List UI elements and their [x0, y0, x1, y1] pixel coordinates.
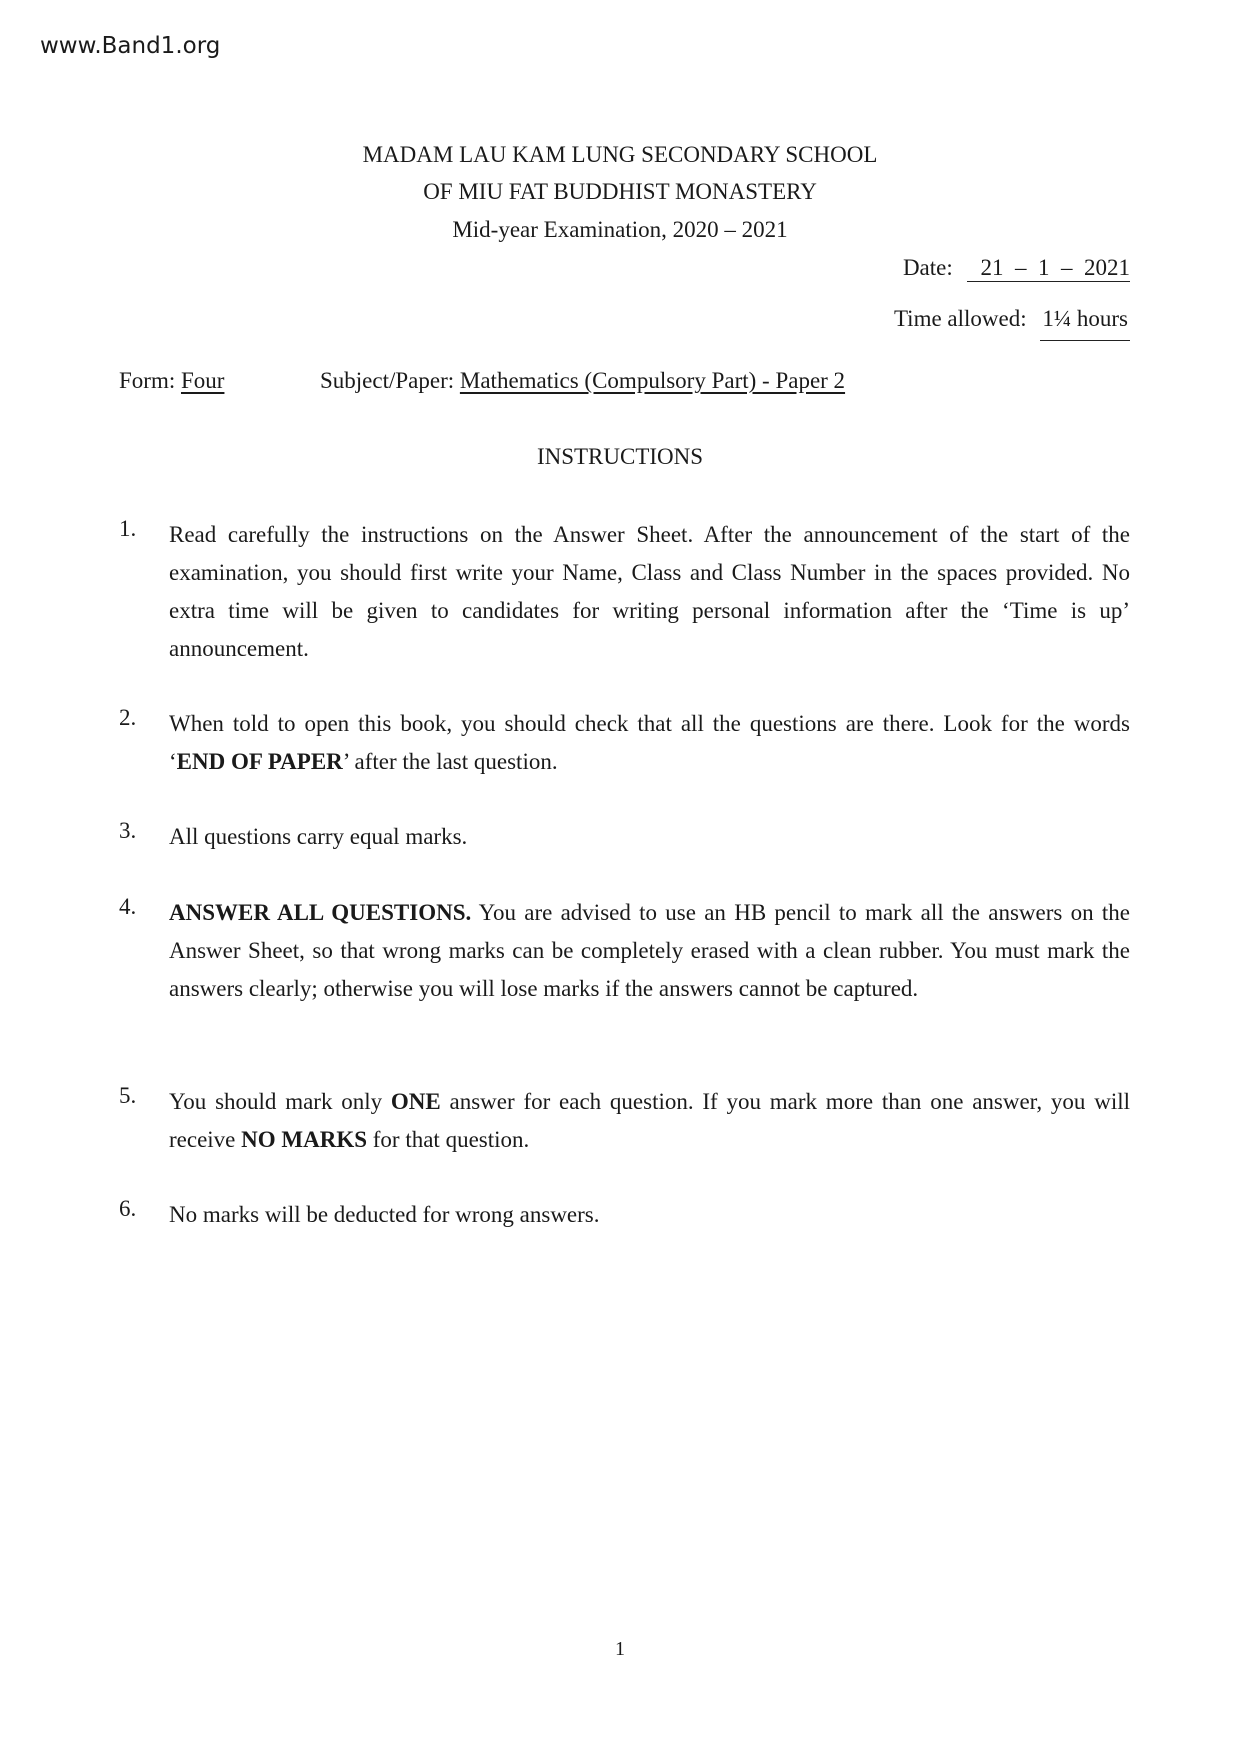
- instruction-text-part: ’ after the last question.: [342, 749, 558, 774]
- instruction-item: [119, 894, 1130, 1008]
- instruction-text: [169, 894, 1130, 1008]
- page-number: 1: [615, 1638, 625, 1660]
- form-value: Four: [180, 368, 225, 393]
- time-value: 1¼ hours: [1040, 306, 1130, 341]
- watermark-url: www.Band1.org: [40, 33, 221, 59]
- instruction-text: [169, 1083, 1130, 1159]
- instruction-number: 5.: [119, 1083, 137, 1108]
- instruction-item: [119, 516, 1130, 668]
- instruction-item: [119, 1196, 1130, 1234]
- school-name-line2: OF MIU FAT BUDDHIST MONASTERY: [423, 179, 817, 204]
- instruction-emphasis: END OF PAPER: [176, 749, 343, 774]
- instruction-text-part: answer for each question. If you mark more than one answer, you will receive: [169, 1089, 1130, 1152]
- subject-field: [320, 368, 845, 394]
- instruction-text-part: All questions carry equal marks.: [169, 824, 468, 849]
- instruction-emphasis: ANSWER ALL QUESTIONS.: [169, 900, 472, 925]
- school-name-line1: MADAM LAU KAM LUNG SECONDARY SCHOOL: [362, 142, 878, 167]
- instruction-number: 3.: [119, 818, 137, 843]
- instructions-heading: INSTRUCTIONS: [536, 444, 704, 469]
- instruction-text-part: When told to open this book, you should check that all the questions are there. Look for the words ‘: [169, 711, 1130, 774]
- form-label: Form:: [119, 368, 176, 393]
- instruction-number: 4.: [119, 894, 137, 919]
- instruction-text-part: No marks will be deducted for wrong answers.: [169, 1202, 600, 1227]
- subject-value: Mathematics (Compulsory Part) - Paper 2: [459, 368, 846, 393]
- instruction-item: [119, 1083, 1130, 1159]
- date-label: Date:: [902, 255, 953, 280]
- instruction-item: [119, 818, 1130, 856]
- instruction-emphasis: NO MARKS: [241, 1127, 368, 1152]
- instruction-text-part: Read carefully the instructions on the Answer Sheet. After the announcement of the start of the examination, you should first write your Name, Class and Class Number in the spaces provided. No extra time will be given to candidates for writing personal information after the ‘Time is up’ announcement.: [169, 522, 1130, 661]
- exam-title: Mid-year Examination, 2020 – 2021: [452, 217, 788, 242]
- instruction-text: [169, 705, 1130, 781]
- time-label: Time allowed:: [893, 306, 1027, 331]
- instruction-item: [119, 705, 1130, 781]
- instruction-emphasis: ONE: [390, 1089, 441, 1114]
- form-field: [119, 368, 224, 394]
- date-value: 21 – 1 – 2021: [967, 255, 1131, 282]
- time-row: [894, 306, 1130, 341]
- instruction-number: 1.: [119, 516, 137, 541]
- instruction-number: 6.: [119, 1196, 137, 1221]
- instruction-text-part: You should mark only: [169, 1089, 391, 1114]
- instruction-number: 2.: [119, 705, 137, 730]
- instruction-text-part: for that question.: [367, 1127, 530, 1152]
- subject-label: Subject/Paper:: [320, 368, 455, 393]
- instruction-text-part: You are advised to use an HB pencil to mark all the answers on the Answer Sheet, so that wrong marks can be completely erased with a clean rubber. You must mark the answers clearly; otherwise you will lose marks if the answers cannot be captured.: [169, 900, 1130, 1001]
- instruction-text: [169, 516, 1130, 668]
- instruction-text: [169, 818, 1130, 856]
- date-row: [903, 255, 1130, 282]
- instruction-text: [169, 1196, 1130, 1234]
